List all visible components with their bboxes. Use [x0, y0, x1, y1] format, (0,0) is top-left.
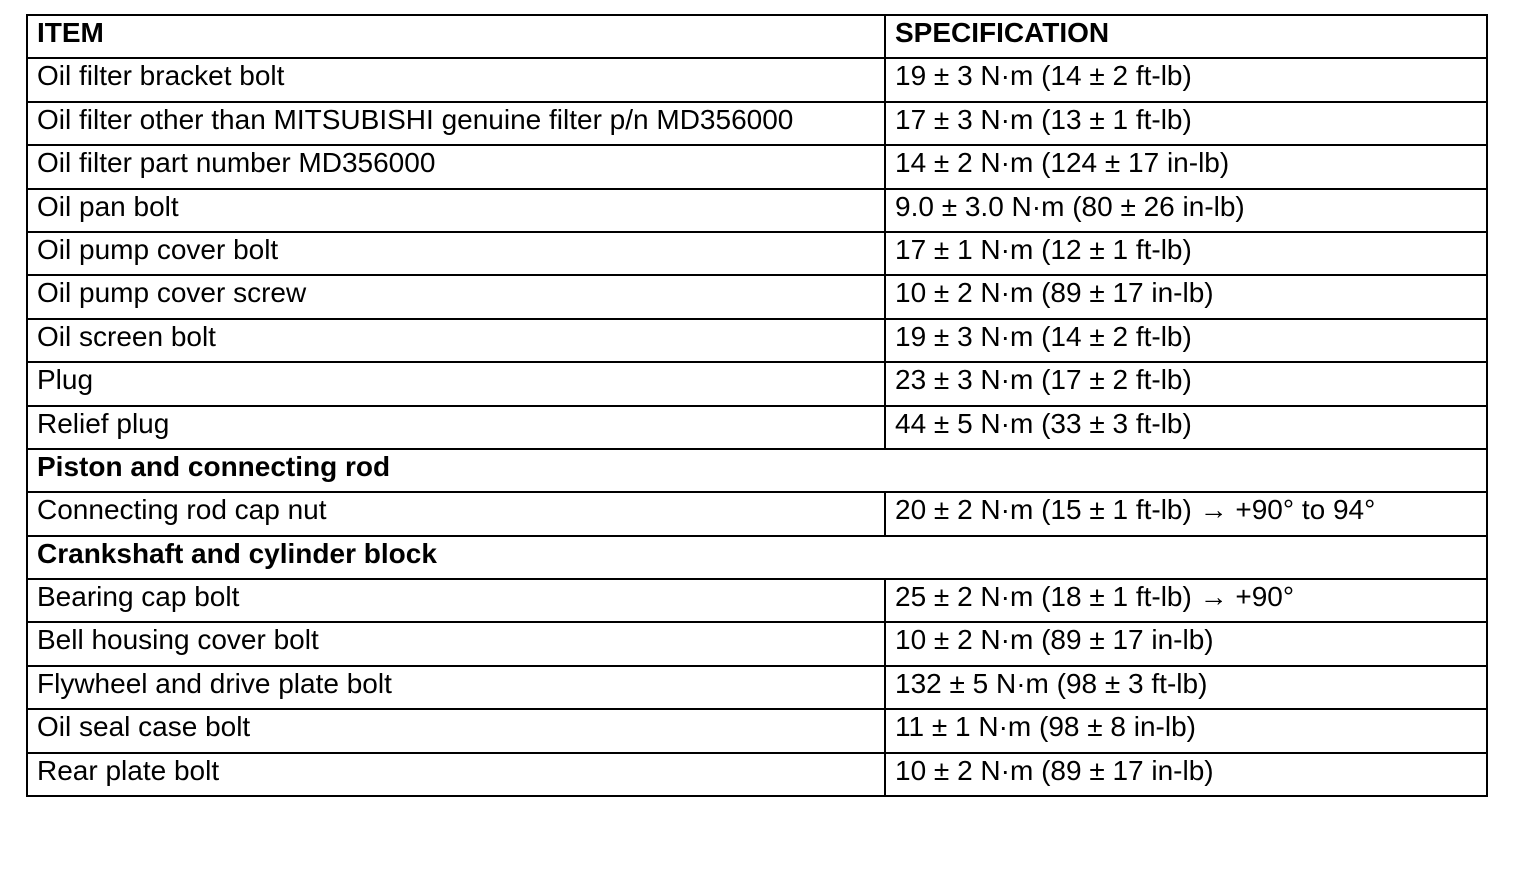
item-cell: Oil screen bolt	[27, 319, 885, 362]
item-cell: Connecting rod cap nut	[27, 492, 885, 535]
item-cell: Plug	[27, 362, 885, 405]
item-cell: Oil filter part number MD356000	[27, 145, 885, 188]
specification-cell: 20 ± 2 N·m (15 ± 1 ft-lb) → +90° to 94°	[885, 492, 1487, 535]
specification-table-body	[27, 15, 1487, 796]
specification-cell: 44 ± 5 N·m (33 ± 3 ft-lb)	[885, 406, 1487, 449]
section-title: Piston and connecting rod	[27, 449, 1487, 492]
item-cell: Oil filter bracket bolt	[27, 58, 885, 101]
table-row	[27, 406, 1487, 449]
table-row	[27, 362, 1487, 405]
specification-cell: 25 ± 2 N·m (18 ± 1 ft-lb) → +90°	[885, 579, 1487, 622]
specification-cell: 11 ± 1 N·m (98 ± 8 in-lb)	[885, 709, 1487, 752]
specification-cell: 17 ± 3 N·m (13 ± 1 ft-lb)	[885, 102, 1487, 145]
specification-cell: 19 ± 3 N·m (14 ± 2 ft-lb)	[885, 319, 1487, 362]
item-cell: Oil seal case bolt	[27, 709, 885, 752]
item-cell: Oil filter other than MITSUBISHI genuine filter p/n MD356000	[27, 102, 885, 145]
section-header-row	[27, 536, 1487, 579]
item-cell: Oil pump cover screw	[27, 275, 885, 318]
table-row	[27, 275, 1487, 318]
item-cell: Rear plate bolt	[27, 753, 885, 796]
table-row	[27, 753, 1487, 796]
specification-cell: 9.0 ± 3.0 N·m (80 ± 26 in-lb)	[885, 189, 1487, 232]
specification-cell: 17 ± 1 N·m (12 ± 1 ft-lb)	[885, 232, 1487, 275]
table-row	[27, 666, 1487, 709]
specification-column-header: SPECIFICATION	[885, 15, 1487, 58]
section-title: Crankshaft and cylinder block	[27, 536, 1487, 579]
item-cell: Flywheel and drive plate bolt	[27, 666, 885, 709]
specification-cell: 10 ± 2 N·m (89 ± 17 in-lb)	[885, 275, 1487, 318]
table-row	[27, 102, 1487, 145]
table-row	[27, 622, 1487, 665]
item-cell: Relief plug	[27, 406, 885, 449]
specification-cell: 19 ± 3 N·m (14 ± 2 ft-lb)	[885, 58, 1487, 101]
table-row	[27, 189, 1487, 232]
specification-cell: 10 ± 2 N·m (89 ± 17 in-lb)	[885, 753, 1487, 796]
table-row	[27, 492, 1487, 535]
table-row	[27, 145, 1487, 188]
specification-table	[26, 14, 1488, 797]
item-cell: Oil pump cover bolt	[27, 232, 885, 275]
table-row	[27, 579, 1487, 622]
table-row	[27, 58, 1487, 101]
specification-cell: 14 ± 2 N·m (124 ± 17 in-lb)	[885, 145, 1487, 188]
item-column-header: ITEM	[27, 15, 885, 58]
item-cell: Oil pan bolt	[27, 189, 885, 232]
table-row	[27, 709, 1487, 752]
table-header-row	[27, 15, 1487, 58]
specification-cell: 10 ± 2 N·m (89 ± 17 in-lb)	[885, 622, 1487, 665]
item-cell: Bearing cap bolt	[27, 579, 885, 622]
specification-cell: 23 ± 3 N·m (17 ± 2 ft-lb)	[885, 362, 1487, 405]
specification-cell: 132 ± 5 N·m (98 ± 3 ft-lb)	[885, 666, 1487, 709]
table-row	[27, 319, 1487, 362]
item-cell: Bell housing cover bolt	[27, 622, 885, 665]
section-header-row	[27, 449, 1487, 492]
table-row	[27, 232, 1487, 275]
